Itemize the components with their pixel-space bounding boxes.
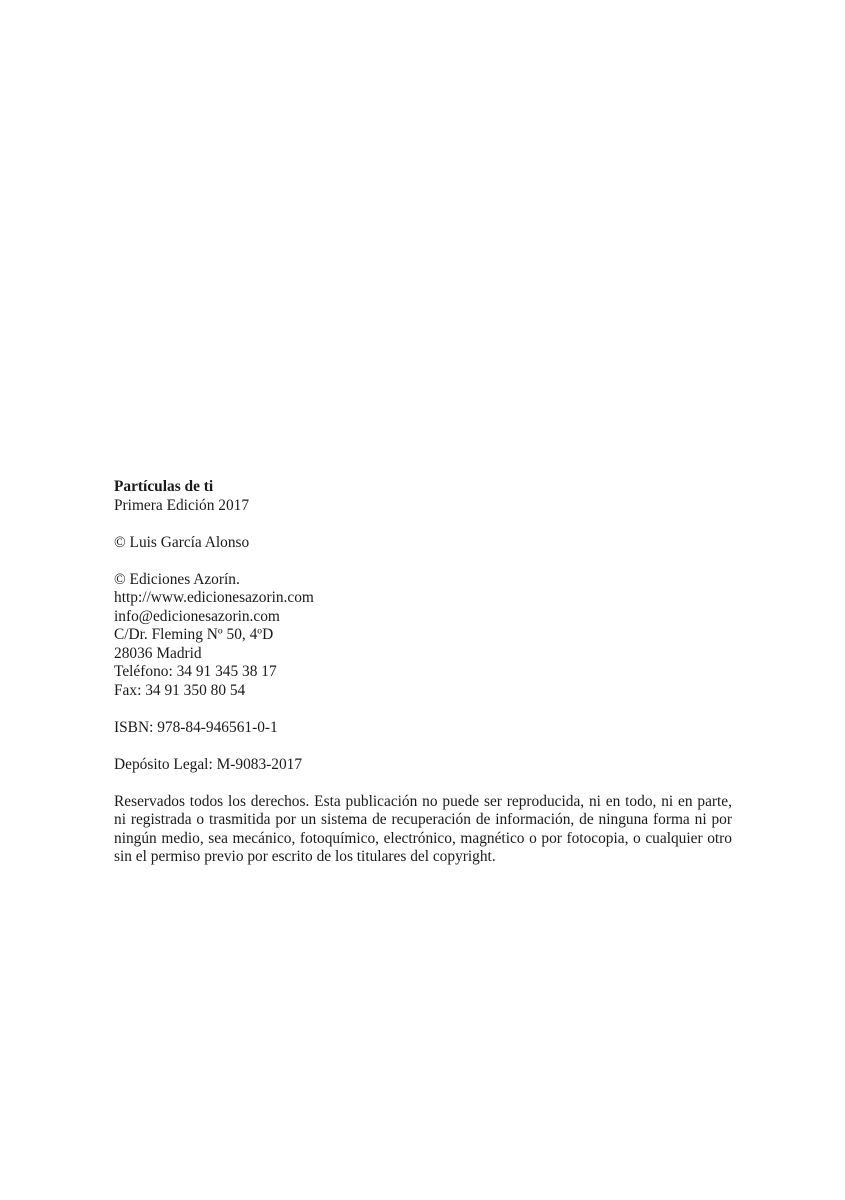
spacer <box>114 700 732 719</box>
book-title: Partículas de ti <box>114 478 214 495</box>
publisher-city: 28036 Madrid <box>114 644 202 662</box>
colophon-block <box>114 478 732 867</box>
publisher-phone: Teléfono: 34 91 345 38 17 <box>114 663 277 680</box>
spacer <box>114 515 732 534</box>
spacer <box>114 737 732 756</box>
publisher-name: © Ediciones Azorín. <box>114 570 240 588</box>
edition-line: Primera Edición 2017 <box>114 496 250 514</box>
author-copyright: © Luis García Alonso <box>114 533 250 551</box>
legal-deposit-line: Depósito Legal: M-9083-2017 <box>114 755 303 773</box>
spacer <box>114 552 732 571</box>
publisher-website: http://www.edicionesazorin.com <box>114 589 314 606</box>
isbn-line: ISBN: 978-84-946561-0-1 <box>114 718 278 736</box>
publisher-address: C/Dr. Fleming Nº 50, 4ºD <box>114 626 274 643</box>
rights-notice: Reservados todos los derechos. Esta publicación no puede ser reproducida, ni en todo, ni en parte, ni registrada o trasmitida por un sistema de recuperación de información, de ninguna forma ni por ningún medio, sea mecánico, fotoquímico, electrónico, magnético o por fotocopia, o cualquier otro sin el permiso previo por escrito de los titulares del copyright. <box>114 792 732 865</box>
publisher-fax: Fax: 34 91 350 80 54 <box>114 681 246 699</box>
publisher-email: info@edicionesazorin.com <box>114 607 280 625</box>
